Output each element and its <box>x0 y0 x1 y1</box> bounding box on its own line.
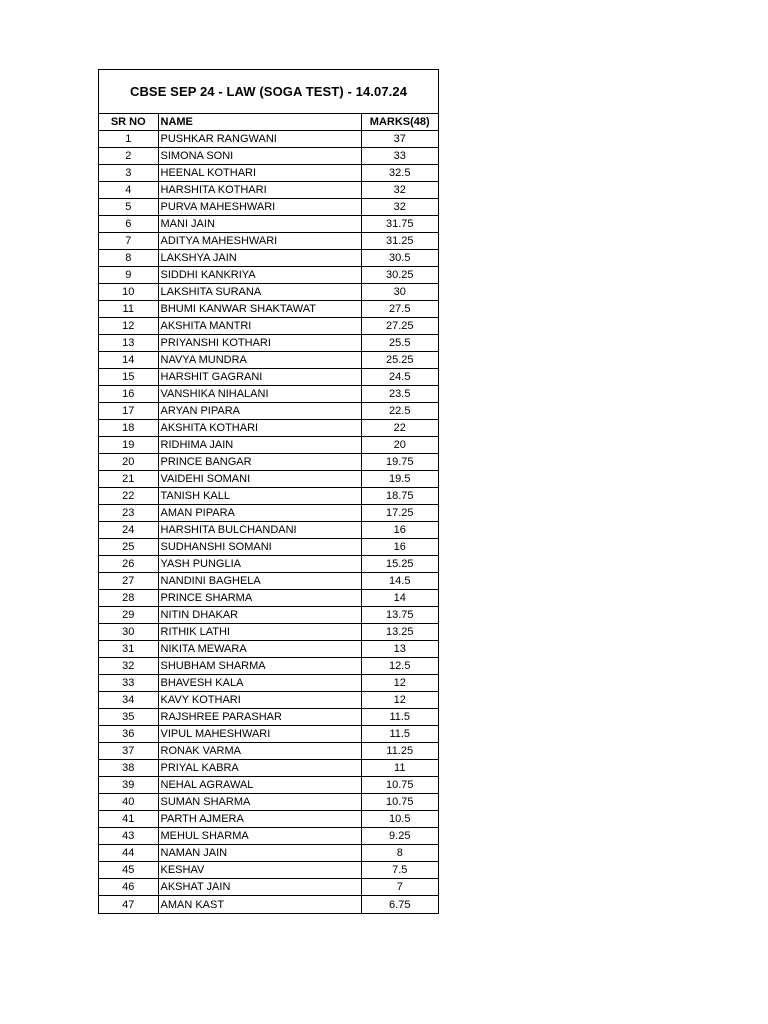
name-cell: NIKITA MEWARA <box>158 641 361 658</box>
table-row <box>99 369 438 386</box>
name-cell: NEHAL AGRAWAL <box>158 777 361 794</box>
sr-no-cell: 9 <box>99 267 158 284</box>
name-cell: BHUMI KANWAR SHAKTAWAT <box>158 301 361 318</box>
sr-no-cell: 26 <box>99 556 158 573</box>
table-row <box>99 556 438 573</box>
name-cell: AMAN KAST <box>158 896 361 913</box>
marks-cell: 25.5 <box>361 335 438 352</box>
marks-cell: 11.5 <box>361 726 438 743</box>
table-row <box>99 454 438 471</box>
sr-no-cell: 20 <box>99 454 158 471</box>
table-row <box>99 267 438 284</box>
table-row <box>99 165 438 182</box>
marks-cell: 12.5 <box>361 658 438 675</box>
sr-no-cell: 47 <box>99 896 158 913</box>
name-cell: KAVY KOTHARI <box>158 692 361 709</box>
marks-cell: 19.75 <box>361 454 438 471</box>
name-cell: NANDINI BAGHELA <box>158 573 361 590</box>
table-row <box>99 522 438 539</box>
marks-cell: 17.25 <box>361 505 438 522</box>
marks-cell: 7.5 <box>361 862 438 879</box>
name-cell: LAKSHITA SURANA <box>158 284 361 301</box>
marks-cell: 8 <box>361 845 438 862</box>
table-row <box>99 590 438 607</box>
name-cell: RITHIK LATHI <box>158 624 361 641</box>
marks-cell: 20 <box>361 437 438 454</box>
table-row <box>99 896 438 913</box>
name-cell: SUDHANSHI SOMANI <box>158 539 361 556</box>
sr-no-cell: 38 <box>99 760 158 777</box>
marks-cell: 24.5 <box>361 369 438 386</box>
table-row <box>99 386 438 403</box>
sr-no-cell: 7 <box>99 233 158 250</box>
name-cell: PRINCE SHARMA <box>158 590 361 607</box>
name-cell: SIDDHI KANKRIYA <box>158 267 361 284</box>
table-row <box>99 777 438 794</box>
sr-no-cell: 34 <box>99 692 158 709</box>
marks-cell: 16 <box>361 539 438 556</box>
name-cell: VAIDEHI SOMANI <box>158 471 361 488</box>
sr-no-cell: 39 <box>99 777 158 794</box>
name-cell: RONAK VARMA <box>158 743 361 760</box>
name-cell: HARSHITA BULCHANDANI <box>158 522 361 539</box>
marks-cell: 33 <box>361 148 438 165</box>
marks-cell: 31.75 <box>361 216 438 233</box>
table-row <box>99 216 438 233</box>
marks-cell: 18.75 <box>361 488 438 505</box>
table-row <box>99 794 438 811</box>
table-body <box>99 131 438 913</box>
name-cell: BHAVESH KALA <box>158 675 361 692</box>
sr-no-cell: 2 <box>99 148 158 165</box>
name-cell: HEENAL KOTHARI <box>158 165 361 182</box>
table-row <box>99 862 438 879</box>
marks-cell: 6.75 <box>389 898 411 911</box>
results-table <box>99 114 438 913</box>
sheet-title: CBSE SEP 24 - LAW (SOGA TEST) - 14.07.24 <box>99 70 438 114</box>
sr-no-cell: 5 <box>99 199 158 216</box>
name-cell: PUSHKAR RANGWANI <box>158 131 361 148</box>
marks-cell: 15.25 <box>361 556 438 573</box>
sr-no-cell: 19 <box>99 437 158 454</box>
name-cell: VANSHIKA NIHALANI <box>158 386 361 403</box>
table-row <box>99 505 438 522</box>
table-row <box>99 182 438 199</box>
marks-cell: 22 <box>361 420 438 437</box>
table-row <box>99 403 438 420</box>
marks-cell: 23.5 <box>361 386 438 403</box>
name-cell: AKSHITA KOTHARI <box>158 420 361 437</box>
marks-cell: 13.75 <box>361 607 438 624</box>
table-row <box>99 726 438 743</box>
marks-cell: 9.25 <box>361 828 438 845</box>
name-cell: ARYAN PIPARA <box>158 403 361 420</box>
marks-cell: 22.5 <box>361 403 438 420</box>
name-cell: ADITYA MAHESHWARI <box>158 233 361 250</box>
sr-no-cell: 4 <box>99 182 158 199</box>
table-row <box>99 692 438 709</box>
table-row <box>99 131 438 148</box>
sr-no-cell: 6 <box>99 216 158 233</box>
table-row <box>99 352 438 369</box>
marks-cell: 27.5 <box>361 301 438 318</box>
sr-no-cell: 12 <box>99 318 158 335</box>
sr-no-cell: 15 <box>99 369 158 386</box>
sr-no-cell: 36 <box>99 726 158 743</box>
sr-no-cell: 8 <box>99 250 158 267</box>
table-row <box>99 335 438 352</box>
table-row <box>99 437 438 454</box>
sr-no-cell: 1 <box>99 131 158 148</box>
marks-cell: 25.25 <box>361 352 438 369</box>
name-cell: RAJSHREE PARASHAR <box>158 709 361 726</box>
name-cell: PRINCE BANGAR <box>158 454 361 471</box>
sr-no-cell: 10 <box>99 284 158 301</box>
marks-cell: 14 <box>361 590 438 607</box>
sr-no-header: SR NO <box>99 114 158 131</box>
name-cell: MANI JAIN <box>158 216 361 233</box>
sr-no-cell: 27 <box>99 573 158 590</box>
name-cell: TANISH KALL <box>158 488 361 505</box>
name-cell: AKSHAT JAIN <box>158 879 361 896</box>
table-row <box>99 743 438 760</box>
table-row <box>99 539 438 556</box>
marks-cell: 32.5 <box>361 165 438 182</box>
table-row <box>99 675 438 692</box>
sr-no-cell: 24 <box>99 522 158 539</box>
header-row <box>99 114 438 131</box>
name-cell: SUMAN SHARMA <box>158 794 361 811</box>
marks-cell: 12 <box>361 692 438 709</box>
sr-no-cell: 33 <box>99 675 158 692</box>
table-row <box>99 573 438 590</box>
table-row <box>99 250 438 267</box>
sr-no-cell: 43 <box>99 828 158 845</box>
name-cell: PRIYANSHI KOTHARI <box>158 335 361 352</box>
sr-no-cell: 23 <box>99 505 158 522</box>
marks-cell: 32 <box>361 199 438 216</box>
sr-no-cell: 17 <box>99 403 158 420</box>
marks-cell: 11.5 <box>361 709 438 726</box>
marks-cell: 32 <box>361 182 438 199</box>
sr-no-cell: 18 <box>99 420 158 437</box>
marks-cell: 19.5 <box>361 471 438 488</box>
table-row <box>99 284 438 301</box>
marks-cell: 10.75 <box>361 777 438 794</box>
name-cell: NITIN DHAKAR <box>158 607 361 624</box>
marks-cell: 10.5 <box>361 811 438 828</box>
sr-no-cell: 29 <box>99 607 158 624</box>
name-cell: PRIYAL KABRA <box>158 760 361 777</box>
sr-no-cell: 30 <box>99 624 158 641</box>
marks-cell: 10.75 <box>361 794 438 811</box>
table-row <box>99 658 438 675</box>
sr-no-cell: 37 <box>99 743 158 760</box>
table-row <box>99 845 438 862</box>
marks-cell: 30.25 <box>361 267 438 284</box>
name-cell: AMAN PIPARA <box>158 505 361 522</box>
name-cell: SHUBHAM SHARMA <box>158 658 361 675</box>
table-row <box>99 811 438 828</box>
table-row <box>99 199 438 216</box>
table-row <box>99 301 438 318</box>
table-row <box>99 488 438 505</box>
table-row <box>99 148 438 165</box>
table-row <box>99 828 438 845</box>
table-row <box>99 420 438 437</box>
sr-no-cell: 22 <box>99 488 158 505</box>
name-cell: PARTH AJMERA <box>158 811 361 828</box>
name-cell: AKSHITA MANTRI <box>158 318 361 335</box>
marks-cell: 27.25 <box>361 318 438 335</box>
name-cell: VIPUL MAHESHWARI <box>158 726 361 743</box>
marks-cell: 31.25 <box>361 233 438 250</box>
sr-no-cell: 45 <box>99 862 158 879</box>
sr-no-cell: 31 <box>99 641 158 658</box>
marks-cell: 37 <box>361 131 438 148</box>
marks-cell: 12 <box>361 675 438 692</box>
marks-cell: 11 <box>361 760 438 777</box>
name-cell: NAVYA MUNDRA <box>158 352 361 369</box>
name-cell: NAMAN JAIN <box>158 845 361 862</box>
sr-no-cell: 14 <box>99 352 158 369</box>
marks-cell: 11.25 <box>361 743 438 760</box>
table-row <box>99 641 438 658</box>
name-cell: SIMONA SONI <box>158 148 361 165</box>
name-cell: YASH PUNGLIA <box>158 556 361 573</box>
sr-no-cell: 3 <box>99 165 158 182</box>
name-cell: KESHAV <box>158 862 361 879</box>
marks-cell: 14.5 <box>361 573 438 590</box>
name-cell: MEHUL SHARMA <box>158 828 361 845</box>
marks-cell: 30 <box>361 284 438 301</box>
sr-no-cell: 13 <box>99 335 158 352</box>
name-cell: HARSHITA KOTHARI <box>158 182 361 199</box>
sr-no-cell: 40 <box>99 794 158 811</box>
table-row <box>99 471 438 488</box>
sr-no-cell: 44 <box>99 845 158 862</box>
table-row <box>99 624 438 641</box>
results-sheet <box>98 69 439 914</box>
table-row <box>99 318 438 335</box>
name-cell: PURVA MAHESHWARI <box>158 199 361 216</box>
sr-no-cell: 46 <box>99 879 158 896</box>
marks-cell: 16 <box>361 522 438 539</box>
marks-cell: 13.25 <box>361 624 438 641</box>
marks-header: MARKS(48) <box>361 114 438 131</box>
sr-no-cell: 32 <box>99 658 158 675</box>
sr-no-cell: 25 <box>99 539 158 556</box>
sr-no-cell: 11 <box>99 301 158 318</box>
sr-no-cell: 28 <box>99 590 158 607</box>
marks-cell: 30.5 <box>361 250 438 267</box>
sr-no-cell: 41 <box>99 811 158 828</box>
table-row <box>99 709 438 726</box>
name-cell: HARSHIT GAGRANI <box>158 369 361 386</box>
name-cell: RIDHIMA JAIN <box>158 437 361 454</box>
table-row <box>99 233 438 250</box>
sr-no-cell: 21 <box>99 471 158 488</box>
marks-cell: 13 <box>361 641 438 658</box>
marks-cell: 7 <box>361 879 438 896</box>
name-cell: LAKSHYA JAIN <box>158 250 361 267</box>
table-row <box>99 879 438 896</box>
table-row <box>99 607 438 624</box>
sr-no-cell: 35 <box>99 709 158 726</box>
table-row <box>99 760 438 777</box>
name-header: NAME <box>158 114 361 131</box>
sr-no-cell: 16 <box>99 386 158 403</box>
